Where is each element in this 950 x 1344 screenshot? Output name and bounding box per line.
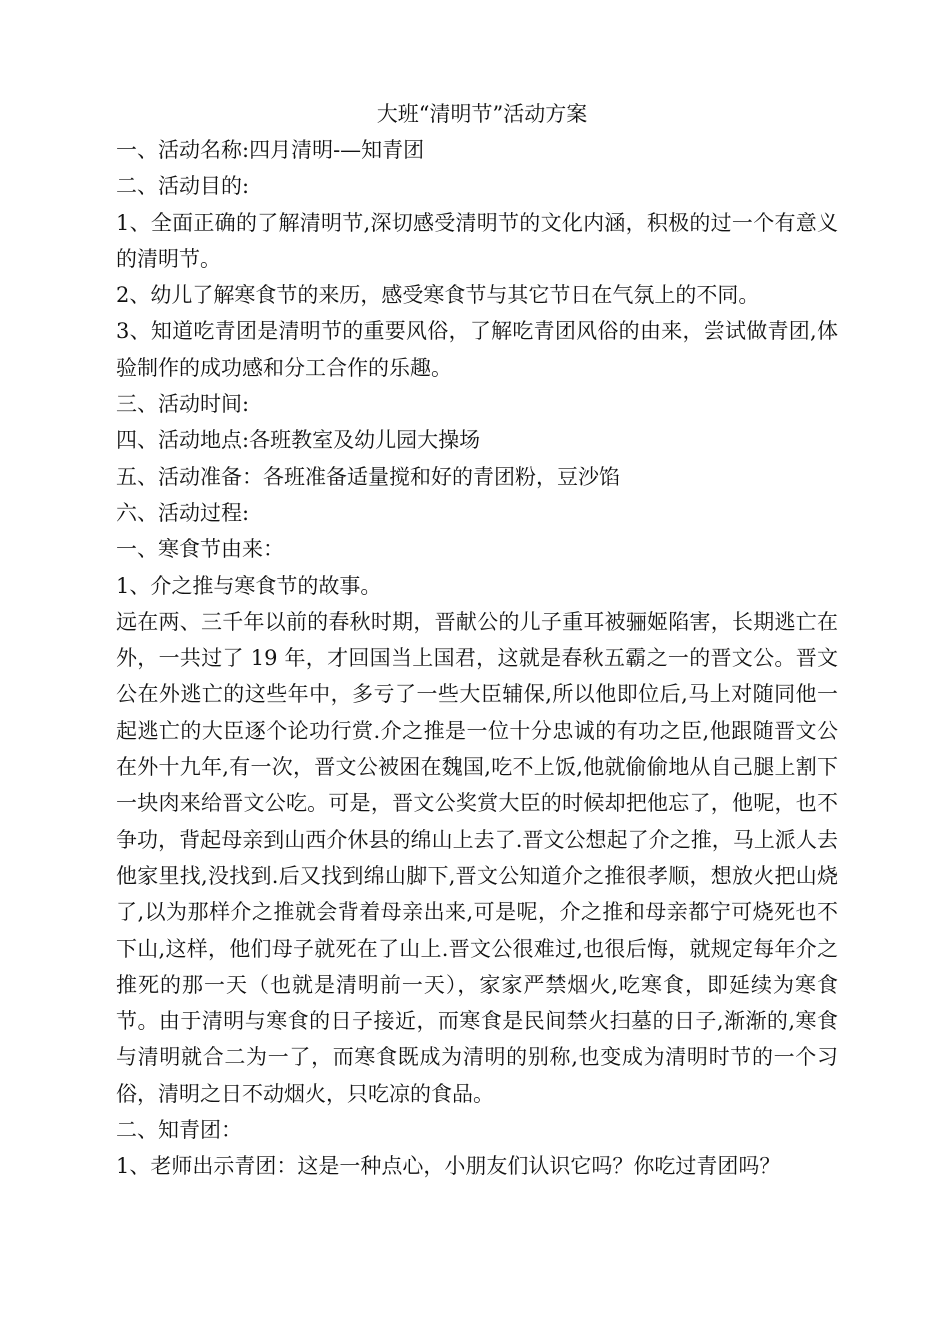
paragraph-activity-process-heading: 六、活动过程: <box>116 500 250 525</box>
paragraph-goal-1: 1、全面正确的了解清明节,深切感受清明节的文化内涵，积极的过一个有意义的清明节。 <box>116 210 838 271</box>
paragraph-goal-2: 2、幼儿了解寒食节的来历，感受寒食节与其它节日在气氛上的不同。 <box>116 283 760 308</box>
paragraph-activity-preparation: 五、活动准备：各班准备适量搅和好的青团粉，豆沙馅 <box>116 464 620 489</box>
document-title: 大班“清明节”活动方案 <box>376 102 588 126</box>
paragraph-section-2-item-1: 1、老师出示青团：这是一种点心，小朋友们认识它吗？你吃过青团吗？ <box>116 1154 781 1179</box>
paragraph-story-heading: 1、介之推与寒食节的故事。 <box>116 573 382 598</box>
paragraph-activity-time: 三、活动时间: <box>116 392 250 417</box>
paragraph-activity-name: 一、活动名称:四月清明-—知青团 <box>116 138 425 162</box>
paragraph-goal-3: 3、知道吃青团是清明节的重要风俗，了解吃青团风俗的由来，尝试做青团,体验制作的成功感和分工合作的乐趣。 <box>116 319 838 380</box>
paragraph-activity-goals-heading: 二、活动目的: <box>116 174 250 199</box>
paragraph-section-1-heading: 一、寒食节由来： <box>116 537 284 562</box>
document-body <box>116 132 838 1185</box>
paragraph-story-body: 远在两、三千年以前的春秋时期，晋献公的儿子重耳被骊姬陷害，长期逃亡在外，一共过了 19 年，才回国当上国君，这就是春秋五霸之一的晋文公。晋文公在外逃亡的这些年中，多亏了一些大臣辅保,所以他即位后,马上对随同他一起逃亡的大臣逐个论功行赏.介之推是一位十分忠诚的有功之臣,他跟随晋文公在外十九年,有一次，晋文公被困在魏国,吃不上饭,他就偷偷地从自己腿上割下一块肉来给晋文公吃。可是，晋文公奖赏大臣的时候却把他忘了，他呢，也不争功，背起母亲到山西介休县的绵山上去了.晋文公想起了介之推，马上派人去他家里找,没找到.后又找到绵山脚下,晋文公知道介之推很孝顺，想放火把山烧了,以为那样介之推就会背着母亲出来,可是呢，介之推和母亲都宁可烧死也不下山,这样，他们母子就死在了山上.晋文公很难过,也很后悔，就规定每年介之推死的那一天（也就是清明前一天），家家严禁烟火,吃寒食，即延续为寒食节。由于清明与寒食的日子接近，而寒食是民间禁火扫墓的日子,渐渐的,寒食与清明就合二为一了，而寒食既成为清明的别称,也变成为清明时节的一个习俗，清明之日不动烟火，只吃凉的食品。 <box>116 609 838 1106</box>
paragraph-section-2-heading: 二、知青团： <box>116 1118 242 1143</box>
paragraph-activity-location: 四、活动地点:各班教室及幼儿园大操场 <box>116 428 481 453</box>
